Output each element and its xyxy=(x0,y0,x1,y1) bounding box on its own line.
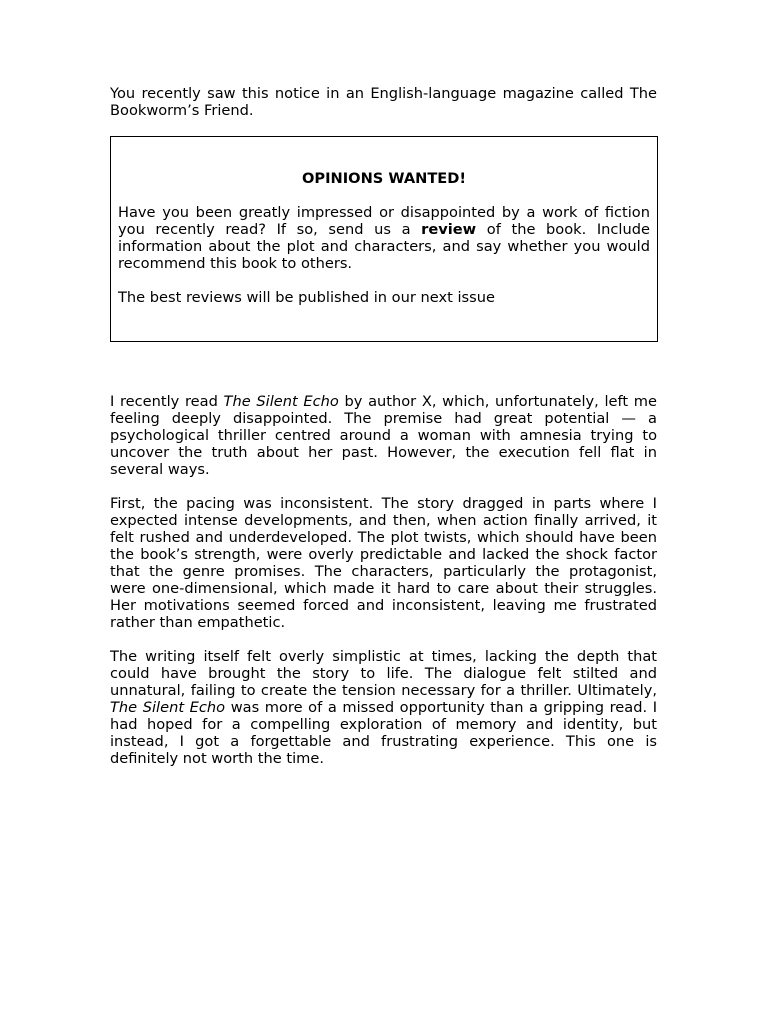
notice-title: OPINIONS WANTED! xyxy=(301,170,467,187)
notice-box xyxy=(110,136,658,342)
intro-paragraph: You recently saw this notice in an English-language magazine called The Bookworm’s Friend. xyxy=(110,85,657,119)
review-p3-start: The writing itself felt overly simplistic at times, lacking the depth that could have brought the story to life. The dialogue felt stilted and unnatural, failing to create the tension necessary for a thriller. Ultimately, xyxy=(110,648,657,699)
notice-footer: The best reviews will be published in our next issue xyxy=(118,289,495,306)
review-paragraph-3 xyxy=(110,648,657,767)
book-title: The Silent Echo xyxy=(223,393,339,410)
review-text xyxy=(110,393,657,767)
review-paragraph-2: First, the pacing was inconsistent. The story dragged in parts where I expected intense developments, and then, when action finally arrived, it felt rushed and underdeveloped. The plot twists, which should have been the book’s strength, were overly predictable and lacked the shock factor that the genre promises. The characters, particularly the protagonist, were one-dimensional, which made it hard to care about their struggles. Her motivations seemed forced and inconsistent, leaving me frustrated rather than empathetic. xyxy=(110,495,657,631)
document-page xyxy=(110,85,657,767)
review-p3-end: was more of a missed opportunity than a gripping read. I had hoped for a compelling exploration of memory and identity, but instead, I got a forgettable and frustrating experience. This one is definitely not worth the time. xyxy=(110,699,658,767)
notice-body xyxy=(118,204,650,272)
review-paragraph-1 xyxy=(110,393,657,478)
notice-body-bold: review xyxy=(421,221,477,238)
notice-body-text-end: of the book. Include information about the plot and characters, and say whether you would recommend this book to others. xyxy=(118,221,650,272)
review-p1-start: I recently read xyxy=(110,393,224,410)
book-title: The Silent Echo xyxy=(110,699,226,716)
notice-body-text: Have you been greatly impressed or disappointed by a work of fiction you recently read? If so, send us a xyxy=(118,204,650,238)
review-p1-end: by author X, which, unfortunately, left me feeling deeply disappointed. The premise had great potential — a psychological thriller centred around a woman with amnesia trying to uncover the truth about her past. However, the execution fell flat in several ways. xyxy=(110,393,657,478)
